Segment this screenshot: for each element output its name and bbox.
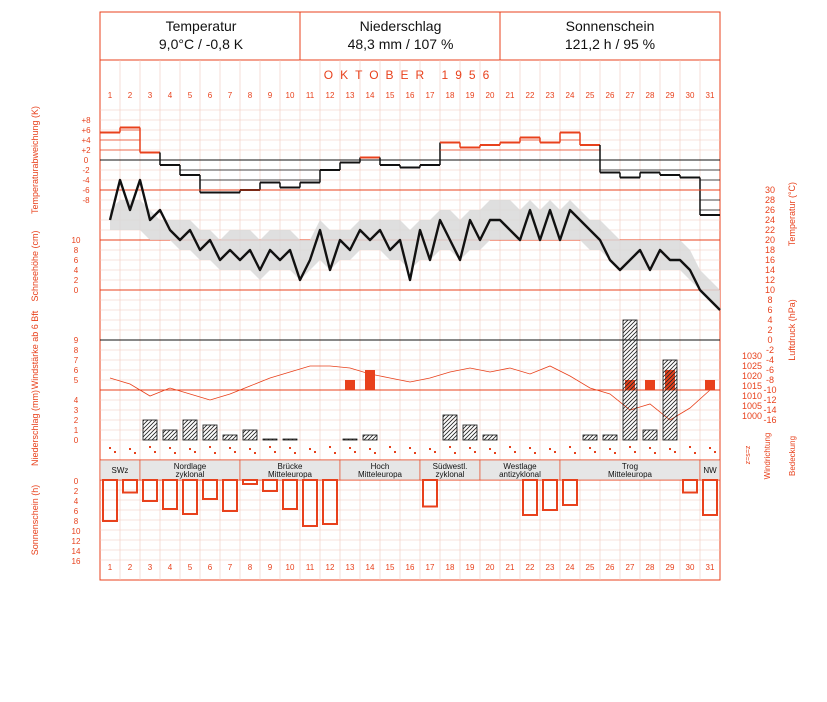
cloud-cover-mark: [474, 451, 476, 453]
day-label-bottom: 29: [665, 563, 675, 572]
cloud-cover-mark: [154, 451, 156, 453]
precipitation-bar: [623, 320, 637, 440]
day-label-bottom: 18: [445, 563, 455, 572]
pressure-tick: 1025: [741, 361, 763, 371]
temperature-tick: 26: [764, 205, 776, 215]
temperature-tick: 12: [764, 275, 776, 285]
sunshine-tick: 0: [73, 477, 79, 486]
precipitation-bar: [143, 420, 157, 440]
temperature-tick: 28: [764, 195, 776, 205]
cloud-cover-mark: [454, 452, 456, 454]
weather-type-label: Westlage: [503, 462, 537, 471]
day-label-bottom: 11: [305, 563, 315, 572]
day-label-top: 10: [285, 91, 295, 100]
day-label-top: 28: [645, 91, 655, 100]
weather-type-label: Nordlage: [173, 462, 207, 471]
wind-direction-mark: [409, 447, 411, 449]
deviation-tick: +2: [81, 146, 91, 155]
precip-tick: 1: [73, 426, 79, 435]
snow-tick: 8: [73, 246, 79, 255]
day-label-top: 3: [147, 91, 153, 100]
cloud-cover-mark: [254, 452, 256, 454]
temperature-tick: 6: [767, 305, 773, 315]
deviation-tick: +4: [81, 136, 91, 145]
sunshine-bar: [223, 480, 237, 511]
weather-type-label: NW: [703, 466, 717, 475]
cloud-cover-mark: [514, 451, 516, 453]
sunshine-bar: [103, 480, 117, 521]
day-label-bottom: 31: [705, 563, 715, 572]
wind-direction-label: Windrichtung: [763, 432, 772, 480]
precipitation-bar: [223, 435, 237, 440]
day-label-top: 17: [425, 91, 435, 100]
snow-axis-label: Schneehöhe (cm): [30, 230, 40, 302]
day-label-bottom: 15: [385, 563, 395, 572]
day-label-bottom: 22: [525, 563, 535, 572]
sunshine-bar: [543, 480, 557, 510]
temperature-axis-label: Temperatur (°C): [787, 181, 797, 247]
wind-direction-mark: [389, 446, 391, 448]
temperature-tick: 0: [767, 335, 773, 345]
cloud-cover-mark: [554, 451, 556, 453]
wind-direction-mark: [229, 447, 231, 449]
snow-tick: 10: [71, 236, 81, 245]
cloud-cover-mark: [294, 452, 296, 454]
day-label-bottom: 10: [285, 563, 295, 572]
wind-direction-mark: [369, 448, 371, 450]
wind-force-bar: [705, 380, 715, 390]
sunshine-bar: [243, 480, 257, 484]
precipitation-bar: [163, 430, 177, 440]
wind-direction-mark: [649, 447, 651, 449]
cloud-cover-mark: [354, 451, 356, 453]
sunshine-tick: 12: [71, 537, 81, 546]
weather-type-label: zyklonal: [175, 470, 205, 479]
pressure-axis-label: Luftdruck (hPa): [787, 299, 797, 361]
temperature-value: 9,0°C / -0,8 K: [158, 36, 244, 52]
snow-tick: 2: [73, 276, 79, 285]
temperature-tick: -12: [763, 395, 777, 405]
day-label-bottom: 28: [645, 563, 655, 572]
wind-direction-mark: [349, 447, 351, 449]
wind-tick: 5: [73, 376, 79, 385]
day-label-bottom: 3: [147, 563, 153, 572]
day-label-bottom: 2: [127, 563, 133, 572]
day-label-bottom: 23: [545, 563, 555, 572]
sunshine-title: Sonnenschein: [565, 18, 655, 34]
weather-type-label: Hoch: [370, 462, 390, 471]
pressure-tick: 1000: [741, 411, 763, 421]
precip-tick: 3: [73, 406, 79, 415]
day-label-top: 23: [545, 91, 555, 100]
day-label-bottom: 26: [605, 563, 615, 572]
pressure-tick: 1005: [741, 401, 763, 411]
wind-direction-mark: [449, 446, 451, 448]
weather-type-label: Mitteleuropa: [267, 470, 313, 479]
temperature-tick: 4: [767, 315, 773, 325]
precipitation-bar: [203, 425, 217, 440]
wind-tick: 9: [73, 336, 79, 345]
sunshine-bar: [263, 480, 277, 491]
day-label-bottom: 21: [505, 563, 515, 572]
temperature-tick: -6: [765, 365, 775, 375]
day-label-top: 6: [207, 91, 213, 100]
temperature-title: Temperatur: [165, 18, 237, 34]
cloud-cover-mark: [694, 452, 696, 454]
day-label-top: 5: [187, 91, 193, 100]
precipitation-bar: [603, 435, 617, 440]
deviation-tick: -2: [82, 166, 90, 175]
day-label-top: 15: [385, 91, 395, 100]
cloud-cover-mark: [574, 452, 576, 454]
cloud-cover-mark: [494, 452, 496, 454]
day-label-bottom: 14: [365, 563, 375, 572]
precipitation-bar: [663, 360, 677, 440]
day-label-top: 7: [227, 91, 233, 100]
day-label-bottom: 25: [585, 563, 595, 572]
day-label-top: 18: [445, 91, 455, 100]
day-label-top: 30: [685, 91, 695, 100]
wind-direction-mark: [309, 448, 311, 450]
wind-direction-mark: [609, 448, 611, 450]
wind-force-bar: [365, 370, 375, 390]
day-label-top: 21: [505, 91, 515, 100]
day-label-top: 27: [625, 91, 635, 100]
cloud-cover-mark: [194, 451, 196, 453]
wind-direction-mark: [249, 448, 251, 450]
day-label-top: 20: [485, 91, 495, 100]
sunshine-bar: [683, 480, 697, 493]
deviation-axis-label: Temperaturabweichung (K): [30, 105, 40, 215]
weather-type-label: Trog: [621, 462, 639, 471]
sunshine-axis-label: Sonnenschein (h): [30, 484, 40, 556]
sunshine-bar: [123, 480, 137, 493]
precipitation-bar: [583, 435, 597, 440]
day-label-top: 13: [345, 91, 355, 100]
day-label-bottom: 30: [685, 563, 695, 572]
snow-tick: 6: [73, 256, 79, 265]
wind-direction-mark: [109, 447, 111, 449]
day-label-bottom: 8: [247, 563, 253, 572]
temperature-tick: 22: [764, 225, 776, 235]
sunshine-tick: 14: [71, 547, 81, 556]
pressure-tick: 1015: [741, 381, 763, 391]
sunshine-bar: [563, 480, 577, 505]
sunshine-bar: [183, 480, 197, 514]
day-label-bottom: 24: [565, 563, 575, 572]
precipitation-bar: [643, 430, 657, 440]
day-label-top: 24: [565, 91, 575, 100]
wind-direction-mark: [189, 448, 191, 450]
deviation-tick: +6: [81, 126, 91, 135]
wind-tick: 8: [73, 346, 79, 355]
cloud-cover-mark: [714, 451, 716, 453]
cloud-cover-mark: [394, 451, 396, 453]
day-label-bottom: 5: [187, 563, 193, 572]
wind-direction-mark: [209, 446, 211, 448]
day-label-bottom: 4: [167, 563, 173, 572]
month-title: OKTOBER 1956: [323, 68, 497, 82]
deviation-tick: -4: [82, 176, 90, 185]
sunshine-value: 121,2 h / 95 %: [564, 36, 656, 52]
sunshine-bar: [283, 480, 297, 509]
wind-force-bar: [345, 380, 355, 390]
day-label-bottom: 20: [485, 563, 495, 572]
wind-direction-mark: [529, 447, 531, 449]
temperature-tick: 16: [764, 255, 776, 265]
weather-type-label: antizyklonal: [499, 470, 541, 479]
temperature-tick: -14: [763, 405, 777, 415]
temperature-tick: 24: [764, 215, 776, 225]
day-label-bottom: 16: [405, 563, 415, 572]
precipitation-bar: [243, 430, 257, 440]
cloud-cover-mark: [334, 452, 336, 454]
wind-direction-mark: [549, 448, 551, 450]
cloud-cover-mark: [234, 451, 236, 453]
temperature-tick: 2: [767, 325, 773, 335]
precipitation-bar: [183, 420, 197, 440]
sunshine-bar: [323, 480, 337, 524]
weather-type-label: zyklonal: [435, 470, 465, 479]
sunshine-bar: [423, 480, 437, 507]
deviation-tick: 0: [83, 156, 89, 165]
sunshine-bar: [303, 480, 317, 526]
cloud-cover-mark: [434, 451, 436, 453]
cloud-cover-mark: [534, 452, 536, 454]
sunshine-tick: 2: [73, 487, 79, 496]
temperature-tick: -8: [765, 375, 775, 385]
wind-direction-mark: [489, 448, 491, 450]
temperature-tick: 30: [764, 185, 776, 195]
wind-direction-mark: [589, 447, 591, 449]
day-label-top: 8: [247, 91, 253, 100]
cloud-cover-label: Bedeckung: [788, 435, 797, 477]
weather-type-label: SWz: [111, 466, 129, 475]
precip-tick: 2: [73, 416, 79, 425]
wind-direction-mark: [469, 447, 471, 449]
cloud-cover-mark: [374, 452, 376, 454]
day-label-bottom: 27: [625, 563, 635, 572]
day-label-top: 9: [267, 91, 273, 100]
wind-direction-mark: [149, 446, 151, 448]
wind-direction-mark: [509, 446, 511, 448]
wind-direction-mark: [689, 446, 691, 448]
wind-direction-mark: [129, 448, 131, 450]
cloud-cover-mark: [314, 451, 316, 453]
cloud-cover-mark: [594, 451, 596, 453]
precip-tick: 4: [73, 396, 79, 405]
snow-tick: 0: [73, 286, 79, 295]
cloud-cover-mark: [634, 451, 636, 453]
day-label-top: 31: [705, 91, 715, 100]
cloud-cover-mark: [134, 452, 136, 454]
precipitation-bar: [463, 425, 477, 440]
cloud-cover-mark: [654, 452, 656, 454]
day-label-top: 25: [585, 91, 595, 100]
day-label-top: 2: [127, 91, 133, 100]
cloud-cover-mark: [214, 452, 216, 454]
pressure-tick: 1020: [741, 371, 763, 381]
precipitation-bar: [443, 415, 457, 440]
day-label-top: 11: [305, 91, 315, 100]
precipitation-bar: [263, 439, 277, 440]
temperature-tick: -2: [765, 345, 775, 355]
cloud-cover-mark: [674, 451, 676, 453]
wind-tick: 6: [73, 366, 79, 375]
wind-direction-mark: [569, 446, 571, 448]
day-label-top: 19: [465, 91, 475, 100]
day-label-bottom: 9: [267, 563, 273, 572]
sunshine-tick: 8: [73, 517, 79, 526]
day-label-top: 22: [525, 91, 535, 100]
pressure-tick: 1030: [741, 351, 763, 361]
weather-type-label: Südwestl.: [432, 462, 468, 471]
wind-direction-mark: [629, 446, 631, 448]
wind-direction-mark: [429, 448, 431, 450]
deviation-tick: -6: [82, 186, 90, 195]
day-label-bottom: 17: [425, 563, 435, 572]
wind-direction-mark: [709, 447, 711, 449]
day-label-bottom: 13: [345, 563, 355, 572]
sunshine-bar: [163, 480, 177, 509]
snow-tick: 4: [73, 266, 79, 275]
sunshine-tick: 4: [73, 497, 79, 506]
day-label-top: 26: [605, 91, 615, 100]
wind-axis-label: Windstärke ab 6 Bft: [30, 310, 40, 390]
wind-direction-mark: [329, 446, 331, 448]
precipitation-bar: [363, 435, 377, 440]
temperature-tick: -4: [765, 355, 775, 365]
day-label-top: 16: [405, 91, 415, 100]
cloud-cover-mark: [614, 452, 616, 454]
temperature-tick: 10: [764, 285, 776, 295]
sunshine-bar: [143, 480, 157, 501]
day-label-bottom: 7: [227, 563, 233, 572]
temperature-tick: 20: [764, 235, 776, 245]
day-label-top: 4: [167, 91, 173, 100]
day-label-top: 1: [107, 91, 113, 100]
deviation-tick: +8: [81, 116, 91, 125]
sunshine-bar: [203, 480, 217, 499]
wind-direction-mark: [169, 447, 171, 449]
deviation-tick: -8: [82, 196, 90, 205]
temperature-tick: -16: [763, 415, 777, 425]
wind-force-bar: [645, 380, 655, 390]
precipitation-bar: [283, 439, 297, 440]
weather-type-label: Brücke: [277, 462, 303, 471]
day-label-bottom: 12: [325, 563, 335, 572]
day-label-top: 14: [365, 91, 375, 100]
weather-type-label: Mitteleuropa: [357, 470, 403, 479]
day-label-top: 12: [325, 91, 335, 100]
wind-tick: 7: [73, 356, 79, 365]
temperature-tick: -10: [763, 385, 777, 395]
precipitation-bar: [343, 439, 357, 440]
temperature-tick: 8: [767, 295, 773, 305]
precip-tick: 0: [73, 436, 79, 445]
day-label-bottom: 6: [207, 563, 213, 572]
precip-axis-label: Niederschlag (mm): [30, 389, 40, 467]
cloud-cover-mark: [174, 452, 176, 454]
temperature-tick: 14: [764, 265, 776, 275]
wind-direction-mark: [669, 448, 671, 450]
sunshine-tick: 10: [71, 527, 81, 536]
cloud-cover-mark: [114, 451, 116, 453]
sunshine-tick: 6: [73, 507, 79, 516]
pressure-tick: 1010: [741, 391, 763, 401]
wind-direction-mark: [269, 446, 271, 448]
wind-direction-mark: [289, 447, 291, 449]
precipitation-value: 48,3 mm / 107 %: [347, 36, 454, 52]
pressure-extra-label: z=s=z: [745, 445, 752, 465]
temperature-tick: 18: [764, 245, 776, 255]
day-label-top: 29: [665, 91, 675, 100]
cloud-cover-mark: [414, 452, 416, 454]
day-label-bottom: 19: [465, 563, 475, 572]
sunshine-tick: 16: [71, 557, 81, 566]
cloud-cover-mark: [274, 451, 276, 453]
precipitation-title: Niederschlag: [359, 18, 442, 34]
day-label-bottom: 1: [107, 563, 113, 572]
weather-type-label: Mitteleuropa: [607, 470, 653, 479]
precipitation-bar: [483, 435, 497, 440]
